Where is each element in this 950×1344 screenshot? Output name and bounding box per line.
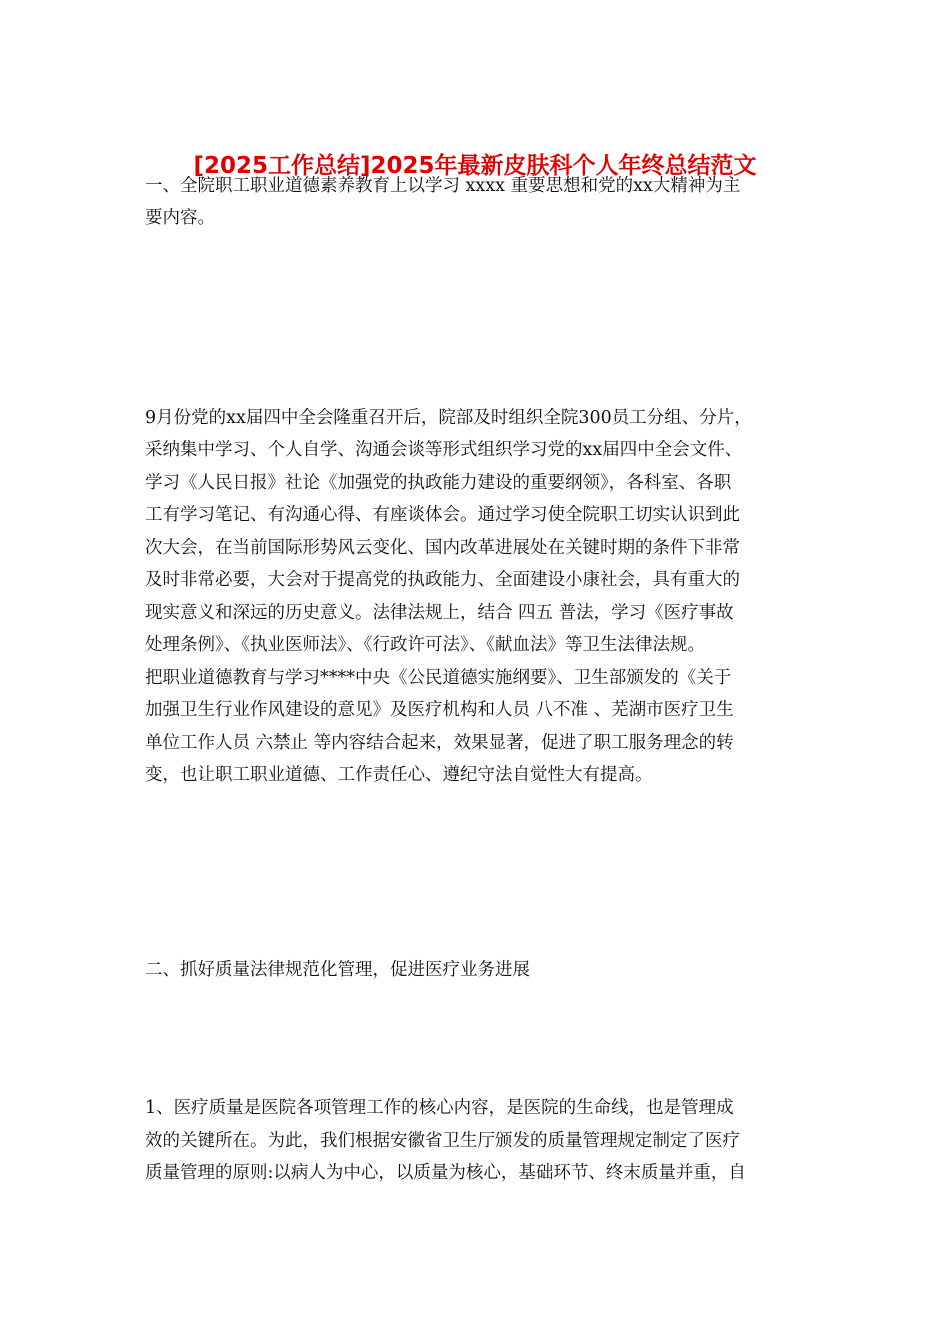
paragraph1-line-7: 现实意义和深远的历史意义。法律法规上，结合 四五 普法，学习《医疗事故 (145, 603, 734, 623)
paragraph2-line-3: 质量管理的原则:以病人为中心，以质量为核心，基础环节、终末质量并重，自 (145, 1163, 746, 1183)
paragraph1-line-2: 采纳集中学习、个人自学、沟通会谈等形式组织学习党的xx届四中全会文件、 (145, 440, 743, 460)
document-title: [2025工作总结]2025年最新皮肤科个人年终总结范文 (193, 153, 757, 179)
section1-intro-line-1: 一、全院职工职业道德素养教育上以学习 xxxx 重要思想和党的xx大精神为主 (145, 176, 741, 196)
paragraph1-line-9: 把职业道德教育与学习****中央《公民道德实施纲要》、卫生部颁发的《关于 (145, 668, 732, 688)
paragraph1-line-8: 处理条例》、《执业医师法》、《行政许可法》、《献血法》等卫生法律法规。 (145, 635, 705, 655)
section2-heading: 二、抓好质量法律规范化管理，促进医疗业务进展 (145, 960, 530, 980)
paragraph1-line-10: 加强卫生行业作风建设的意见》及医疗机构和人员 八不准 、芜湖市医疗卫生 (145, 700, 734, 720)
paragraph1-line-5: 次大会，在当前国际形势风云变化、国内改革进展处在关键时期的条件下非常 (145, 538, 740, 558)
paragraph1-line-6: 及时非常必要，大会对于提高党的执政能力、全面建设小康社会，具有重大的 (145, 570, 740, 590)
section1-intro-line-2: 要内容。 (145, 208, 215, 228)
paragraph2-line-1: 1、医疗质量是医院各项管理工作的核心内容，是医院的生命线，也是管理成 (145, 1098, 734, 1118)
paragraph1-line-1: 9月份党的xx届四中全会隆重召开后，院部及时组织全院300员工分组、分片， (145, 408, 752, 428)
paragraph2-line-2: 效的关键所在。为此，我们根据安徽省卫生厅颁发的质量管理规定制定了医疗 (145, 1131, 740, 1151)
paragraph1-line-4: 工有学习笔记、有沟通心得、有座谈体会。通过学习使全院职工切实认识到此 (145, 505, 740, 525)
paragraph1-line-11: 单位工作人员 六禁止 等内容结合起来，效果显著，促进了职工服务理念的转 (145, 733, 734, 753)
paragraph1-line-3: 学习《人民日报》社论《加强党的执政能力建设的重要纲领》，各科室、各职 (145, 473, 732, 493)
paragraph1-line-12: 变，也让职工职业道德、工作责任心、遵纪守法自觉性大有提高。 (145, 765, 653, 785)
